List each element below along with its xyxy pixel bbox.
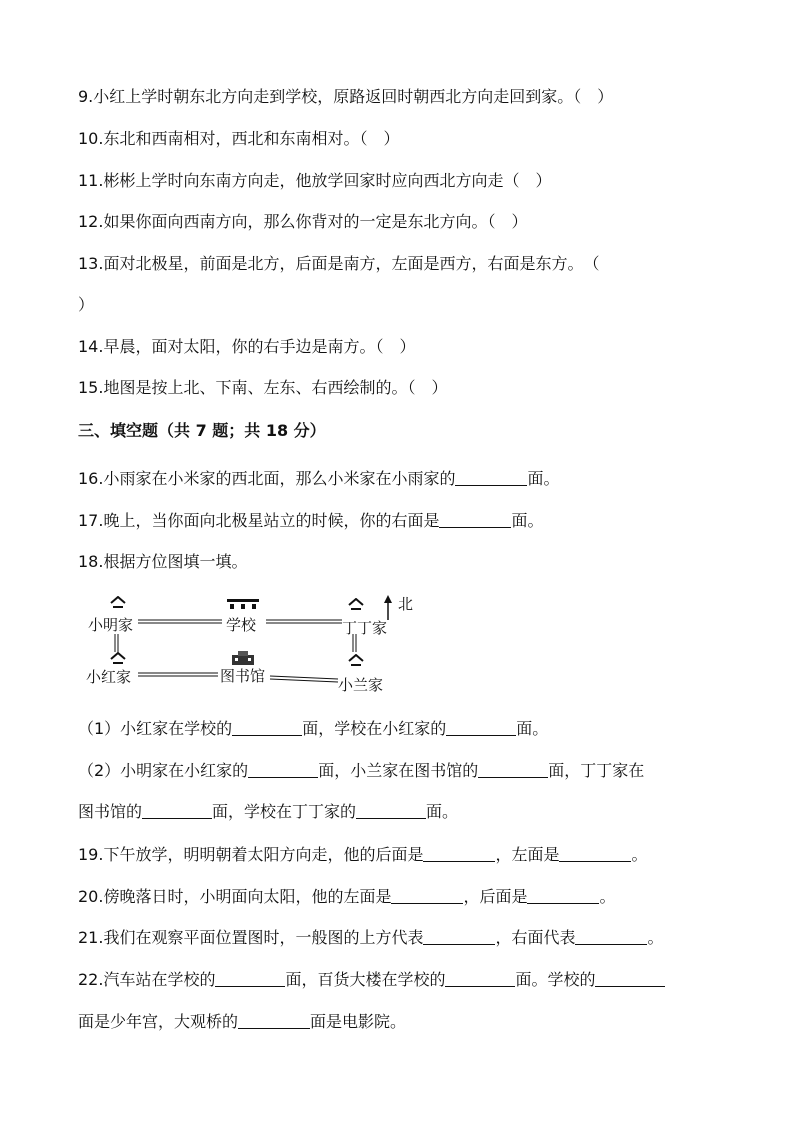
map-label-xiaohong: 小红家 bbox=[86, 668, 132, 686]
q18-1-text-a: （1）小红家在学校的 bbox=[78, 719, 233, 738]
house-icon bbox=[348, 654, 364, 666]
q22-text-b: 面，百货大楼在学校的 bbox=[285, 970, 446, 989]
q16-text-a: 16.小雨家在小米家的西北面，那么小米家在小雨家的 bbox=[78, 469, 456, 488]
question-14: 14.早晨，面对太阳，你的右手边是南方。（ ） bbox=[78, 337, 416, 356]
q20-blank-2[interactable] bbox=[527, 887, 599, 904]
question-18-2-cont bbox=[78, 801, 458, 823]
house-icon bbox=[348, 598, 364, 610]
map-label-xiaolan: 小兰家 bbox=[338, 676, 384, 694]
question-20 bbox=[78, 886, 615, 908]
question-16 bbox=[78, 468, 559, 490]
q19-blank-2[interactable] bbox=[559, 845, 631, 862]
question-15: 15.地图是按上北、下南、左东、右西绘制的。（ ） bbox=[78, 378, 448, 397]
q22-blank-2[interactable] bbox=[445, 970, 515, 987]
question-18-1 bbox=[78, 718, 548, 740]
direction-map bbox=[80, 592, 420, 700]
q19-text-c: 。 bbox=[631, 845, 648, 864]
q18-2b-text-b: 面，学校在丁丁家的 bbox=[212, 802, 357, 821]
question-17 bbox=[78, 510, 543, 532]
question-10: 10.东北和西南相对，西北和东南相对。（ ） bbox=[78, 129, 400, 148]
q18-2-blank-2[interactable] bbox=[478, 761, 548, 778]
q17-blank[interactable] bbox=[439, 511, 511, 528]
q18-1-blank-2[interactable] bbox=[446, 719, 516, 736]
q18-2-blank-3[interactable] bbox=[142, 802, 212, 819]
house-icon bbox=[110, 652, 126, 664]
q20-text-b: ，后面是 bbox=[463, 887, 528, 906]
q18-1-blank-1[interactable] bbox=[232, 719, 302, 736]
q22-text-c: 面。学校的 bbox=[515, 970, 596, 989]
question-12: 12.如果你面向西南方向，那么你背对的一定是东北方向。（ ） bbox=[78, 212, 528, 231]
map-label-xiaoming: 小明家 bbox=[88, 616, 134, 634]
q19-text-a: 19.下午放学，明明朝着太阳方向走，他的后面是 bbox=[78, 845, 424, 864]
q18-1-text-c: 面。 bbox=[516, 719, 549, 738]
q21-blank-2[interactable] bbox=[575, 928, 647, 945]
q19-blank-1[interactable] bbox=[423, 845, 495, 862]
question-11: 11.彬彬上学时向东南方向走，他放学回家时应向西北方向走（ ） bbox=[78, 171, 552, 190]
map-label-library: 图书馆 bbox=[220, 667, 266, 685]
q22-blank-4[interactable] bbox=[238, 1012, 310, 1029]
q19-text-b: ，左面是 bbox=[495, 845, 560, 864]
map-label-dingding: 丁丁家 bbox=[342, 619, 388, 637]
question-22 bbox=[78, 969, 665, 991]
q20-blank-1[interactable] bbox=[391, 887, 463, 904]
library-icon bbox=[230, 650, 256, 666]
question-19 bbox=[78, 844, 647, 866]
q22b-text-b: 面是电影院。 bbox=[310, 1012, 407, 1031]
question-13: 13.面对北极星，前面是北方，后面是南方，左面是西方，右面是东方。 （ bbox=[78, 254, 600, 273]
house-icon bbox=[110, 596, 126, 608]
q21-text-a: 21.我们在观察平面位置图时，一般图的上方代表 bbox=[78, 928, 424, 947]
q22-text-a: 22.汽车站在学校的 bbox=[78, 970, 216, 989]
q18-2-text-b: 面，小兰家在图书馆的 bbox=[318, 761, 479, 780]
question-9: 9.小红上学时朝东北方向走到学校，原路返回时朝西北方向走回到家。（ ） bbox=[78, 87, 614, 106]
question-13-cont: ） bbox=[78, 295, 95, 314]
q18-2-text-a: （2）小明家在小红家的 bbox=[78, 761, 249, 780]
q18-1-text-b: 面，学校在小红家的 bbox=[302, 719, 447, 738]
question-21 bbox=[78, 927, 663, 949]
q20-text-a: 20.傍晚落日时，小明面向太阳，他的左面是 bbox=[78, 887, 392, 906]
q18-2-blank-1[interactable] bbox=[248, 761, 318, 778]
q18-2-blank-4[interactable] bbox=[356, 802, 426, 819]
q17-text-b: 面。 bbox=[511, 511, 544, 530]
q22b-text-a: 面是少年宫，大观桥的 bbox=[78, 1012, 239, 1031]
q20-text-c: 。 bbox=[599, 887, 616, 906]
question-18-2 bbox=[78, 760, 644, 782]
q16-blank[interactable] bbox=[455, 469, 527, 486]
q18-2-text-c: 面，丁丁家在 bbox=[548, 761, 645, 780]
q18-2b-text-a: 图书馆的 bbox=[78, 802, 143, 821]
section-title-fill-blank: 三、填空题（共 7 题；共 18 分） bbox=[78, 421, 326, 440]
q21-text-b: ，右面代表 bbox=[495, 928, 576, 947]
q21-blank-1[interactable] bbox=[423, 928, 495, 945]
q16-text-b: 面。 bbox=[527, 469, 560, 488]
q21-text-c: 。 bbox=[647, 928, 664, 947]
map-label-north: 北 bbox=[398, 595, 414, 613]
q17-text-a: 17.晚上，当你面向北极星站立的时候，你的右面是 bbox=[78, 511, 440, 530]
q22-blank-3[interactable] bbox=[595, 970, 665, 987]
question-18-title: 18.根据方位图填一填。 bbox=[78, 552, 248, 571]
map-label-school: 学校 bbox=[226, 616, 257, 634]
q18-2b-text-c: 面。 bbox=[426, 802, 459, 821]
question-22-cont bbox=[78, 1011, 406, 1033]
school-icon bbox=[226, 598, 260, 610]
q22-blank-1[interactable] bbox=[215, 970, 285, 987]
